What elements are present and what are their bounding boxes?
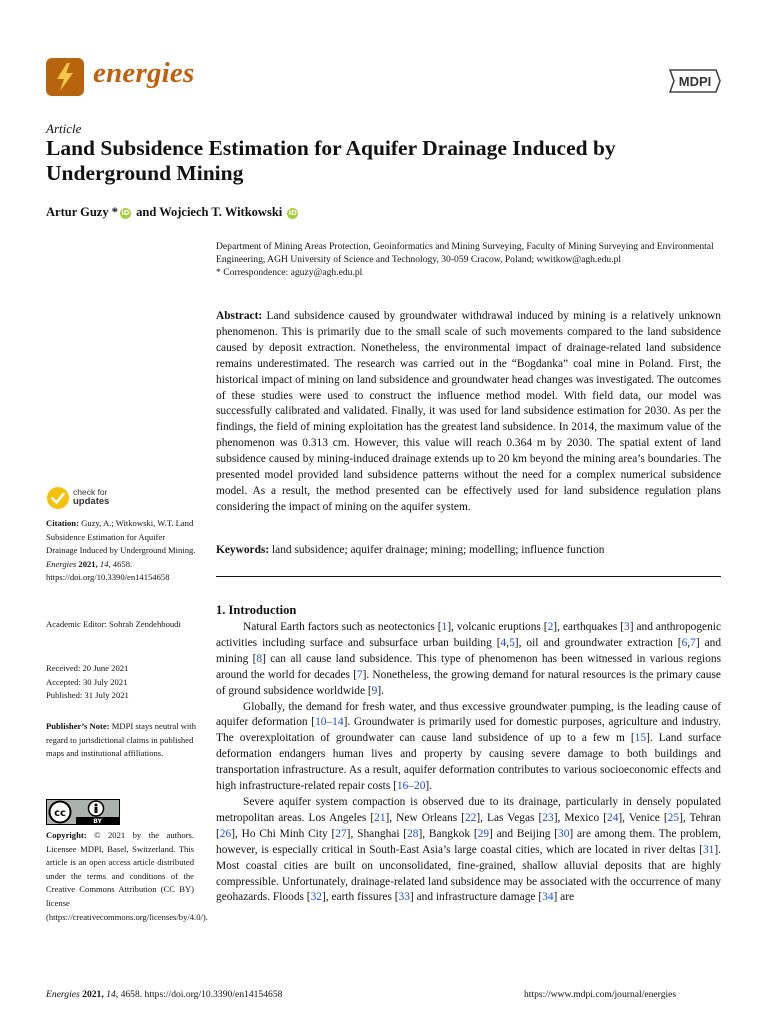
intro-text-run: ] can all cause land subsidence. This type of phenomenon has been witnessed in various regions around the world for decades [ <box>216 652 722 681</box>
author-list <box>46 205 300 220</box>
citation-reference-link[interactable]: 7 <box>690 636 696 649</box>
introduction-body <box>216 620 721 906</box>
citation-reference-link[interactable]: 22 <box>464 811 477 824</box>
publication-dates <box>46 662 196 703</box>
check-icon <box>46 486 70 510</box>
intro-text-run: ] and mining [ <box>216 636 722 665</box>
editor-name: Sohrab Zendehboudi <box>109 619 181 629</box>
author-separator: and <box>133 205 160 219</box>
intro-text-run: ], New Orleans [ <box>385 811 465 824</box>
svg-text:BY: BY <box>93 818 102 825</box>
intro-text-run: Globally, the demand for fresh water, and thus excessive groundwater pumping, is the leading cause of aquifer deformation [ <box>216 700 721 729</box>
affiliation <box>216 240 724 279</box>
abstract <box>216 309 721 516</box>
check-for-updates-badge[interactable] <box>46 486 146 510</box>
footer-citation <box>46 989 282 1000</box>
section-heading-introduction: 1. Introduction <box>216 603 297 617</box>
copyright-notice <box>46 829 208 924</box>
citation-reference-link[interactable]: 25 <box>667 811 680 824</box>
citation-reference-link[interactable]: 16–20 <box>396 780 426 793</box>
intro-text-run: , <box>687 636 691 649</box>
updates-label: updates <box>73 496 110 507</box>
correspondence: * Correspondence: aguzy@agh.edu.pl <box>216 267 363 278</box>
footer-doi[interactable]: 4658. https://doi.org/10.3390/en14154658 <box>120 989 283 1000</box>
citation-journal: Energies <box>46 558 77 569</box>
citation-reference-link[interactable]: 15 <box>634 732 647 745</box>
citation-reference-link[interactable]: 8 <box>256 652 263 665</box>
footer-volume: 14, <box>106 989 119 1000</box>
intro-text-run: ], volcanic eruptions [ <box>447 621 548 633</box>
keywords <box>216 543 721 559</box>
citation <box>46 517 196 585</box>
footer-journal-url[interactable]: https://www.mdpi.com/journal/energies <box>524 989 677 1000</box>
intro-text-run: ] and infrastructure damage [ <box>409 891 543 904</box>
citation-reference-link[interactable]: 23 <box>542 811 554 824</box>
accepted-date: Accepted: 30 July 2021 <box>46 676 128 687</box>
citation-reference-link[interactable]: 1 <box>441 621 448 633</box>
intro-text-run: ]. <box>425 780 433 793</box>
editor-label: Academic Editor: <box>46 619 107 629</box>
citation-reference-link[interactable]: 34 <box>542 891 554 904</box>
intro-text-run: ], earth fissures [ <box>321 891 399 904</box>
intro-text-run: ] are <box>553 891 575 904</box>
intro-text-run: ], Mexico [ <box>553 811 607 824</box>
abstract-text: Land subsidence caused by groundwater withdrawal induced by mining is a relatively unknown phenomenon. This is primarily due to the small scale of such movements compared to the land subsidence caused by deposit extraction. Nonetheless, the environmental impact of drainage-related land subsidence remains underestimated. The research was carried out in the “Bogdanka” coal mine in Poland. First, the historical impact of mining on land subsidence and groundwater head changes was investigated. The outcomes of these studies were used to construct the influence method model. With field data, our model was successfully calibrated and validated. Finally, it was used for land subsidence estimation for 2030. As per the findings, the field of mining exploitation has the greatest land subsidence. In 2014, the maximum value of the phenomenon was 0.313 cm. However, this value will reach 0.364 m by 2030. The spatial extent of land subsidence caused by mining-induced drainage extends up to 20 km beyond the mining area’s boundaries. The presented model provided land subsidence patterns without the need for a complex numerical subsidence model. As a result, the method presented can be effectively used for land subsidence regulation plans considering the impact of mining on the aquifer system. <box>216 310 721 513</box>
copyright-text: © 2021 by the authors. Licensee MDPI, Basel, Switzerland. This article is an open access article distributed under the terms and conditions of the Creative Commons Attribution (CC BY) license (https://creativecommons.org/licenses/by/4.0/). <box>46 830 208 922</box>
abstract-label: Abstract: <box>216 310 263 322</box>
intro-text-run: Severe aquifer system compaction is observed due to its drainage, particularly in densely populated metropolitan areas. Los Angeles [ <box>216 795 721 824</box>
orcid-icon[interactable]: iD <box>288 209 297 217</box>
mdpi-logo <box>666 66 722 96</box>
citation-reference-link[interactable]: 2 <box>547 621 554 633</box>
citation-reference-link[interactable]: 9 <box>371 684 378 697</box>
citation-text: Guzy, A.; Witkowski, W.T. Land Subsidence Estimation for Aquifer Drainage Induced by Underground Mining. <box>46 518 196 556</box>
published-date: Published: 31 July 2021 <box>46 690 129 701</box>
citation-reference-link[interactable]: 32 <box>310 891 322 904</box>
citation-label: Citation: <box>46 518 79 528</box>
intro-text-run: ] and anthropogenic activities including surface and subsurface urban building [ <box>216 621 722 649</box>
intro-text-run: ], oil and groundwater extraction [ <box>514 636 682 649</box>
intro-text-run: ] are among them. The problem, however, is especially critical in South-East Asia’s large coastal cities, which are located in river deltas [ <box>216 827 721 856</box>
intro-text-run: ], Ho Chi Minh City [ <box>231 827 336 840</box>
citation-reference-link[interactable]: 33 <box>398 891 410 904</box>
citation-reference-link[interactable]: 21 <box>374 811 386 824</box>
journal-name: energies <box>93 57 195 89</box>
section-divider <box>216 576 721 577</box>
citation-doi[interactable]: 4658. https://doi.org/10.3390/en14154658 <box>46 558 170 583</box>
citation-reference-link[interactable]: 5 <box>509 636 515 649</box>
svg-text:MDPI: MDPI <box>678 74 712 89</box>
intro-text-run: ], Las Vegas [ <box>476 811 543 824</box>
intro-text-run: Natural Earth factors such as neotectonics [ <box>243 621 442 633</box>
received-date: Received: 20 June 2021 <box>46 663 129 673</box>
academic-editor <box>46 618 196 632</box>
journal-logo-icon <box>46 58 84 96</box>
copyright-label: Copyright: <box>46 830 87 840</box>
citation-reference-link[interactable]: 28 <box>407 827 419 840</box>
svg-text:cc: cc <box>54 808 66 819</box>
citation-reference-link[interactable]: 31 <box>702 843 715 856</box>
intro-text-run: ]. Land surface deformation endangers human lives and property by causing severe damage to both buildings and transportation infrastructure. As a result, aquifer deformation contributes to various socioeconomic effects and high infrastructure-related repair costs [ <box>216 732 721 793</box>
check-for-label: check for <box>73 487 108 497</box>
intro-text-run: ], Bangkok [ <box>418 827 478 840</box>
author-2[interactable]: Wojciech T. Witkowski <box>159 205 283 219</box>
intro-text-run: ]. Most coastal cities are built on unconsolidated, fine-grained, shallow alluvial deposits that are highly compressible. Unfortunately, drainage-related land subsidence may be associated with the occurrence of many geohazards. Floods [ <box>216 843 721 904</box>
orcid-icon[interactable]: iD <box>121 209 130 217</box>
intro-paragraph <box>216 795 721 906</box>
citation-reference-link[interactable]: 6 <box>681 636 688 649</box>
article-type: Article <box>46 121 82 136</box>
intro-text-run: ], Tehran [ <box>216 811 721 840</box>
footer-year: 2021, <box>82 989 104 1000</box>
citation-reference-link[interactable]: 3 <box>624 621 630 633</box>
citation-volume: 14, <box>99 558 111 569</box>
intro-text-run: ], earthquakes [ <box>553 621 625 633</box>
citation-reference-link[interactable]: 30 <box>558 827 570 840</box>
intro-paragraph <box>216 620 721 700</box>
citation-reference-link[interactable]: 26 <box>219 827 232 840</box>
publisher-note-label: Publisher’s Note: <box>46 721 110 731</box>
keywords-label: Keywords: <box>216 544 270 556</box>
citation-reference-link[interactable]: 10–14 <box>315 716 344 729</box>
keywords-text: land subsidence; aquifer drainage; mining; modelling; influence function <box>272 544 605 556</box>
citation-reference-link[interactable]: 7 <box>356 668 363 681</box>
author-1[interactable]: Artur Guzy * <box>46 205 118 219</box>
intro-paragraph <box>216 700 721 795</box>
citation-reference-link[interactable]: 24 <box>607 811 619 824</box>
footer-journal: Energies <box>46 989 80 1000</box>
intro-text-run: ] and Beijing [ <box>489 827 558 840</box>
intro-text-run: ]. <box>377 684 384 697</box>
citation-reference-link[interactable]: 4 <box>500 636 507 649</box>
citation-reference-link[interactable]: 29 <box>477 827 490 840</box>
citation-reference-link[interactable]: 27 <box>335 827 347 840</box>
citation-year: 2021, <box>78 558 98 569</box>
cc-by-license-icon[interactable] <box>46 799 120 825</box>
affiliation-text: Department of Mining Areas Protection, Geoinformatics and Mining Surveying, Faculty of Mining Surveying and Environmental Engineering, AGH University of Science and Technology, 30-059 Cracow, Poland; wwitkow@agh.edu.pl <box>216 241 714 265</box>
publisher-note-text: MDPI stays neutral with regard to jurisdictional claims in published maps and institutional affiliations. <box>46 721 196 759</box>
article-title: Land Subsidence Estimation for Aquifer Drainage Induced by Underground Mining <box>46 136 616 185</box>
publisher-note <box>46 720 196 761</box>
intro-text-run: ]. Nonetheless, the growing demand for natural resources is the primary cause of ground subsidence worldwide [ <box>216 668 721 697</box>
intro-text-run: ]. Groundwater is primarily used for domestic purposes, agriculture and industry. The overexploitation of groundwater can cause land subsidence of up to a few m [ <box>216 716 721 745</box>
intro-text-run: , <box>506 636 510 649</box>
intro-text-run: ], Venice [ <box>618 811 668 824</box>
intro-text-run: ], Shanghai [ <box>346 827 408 840</box>
